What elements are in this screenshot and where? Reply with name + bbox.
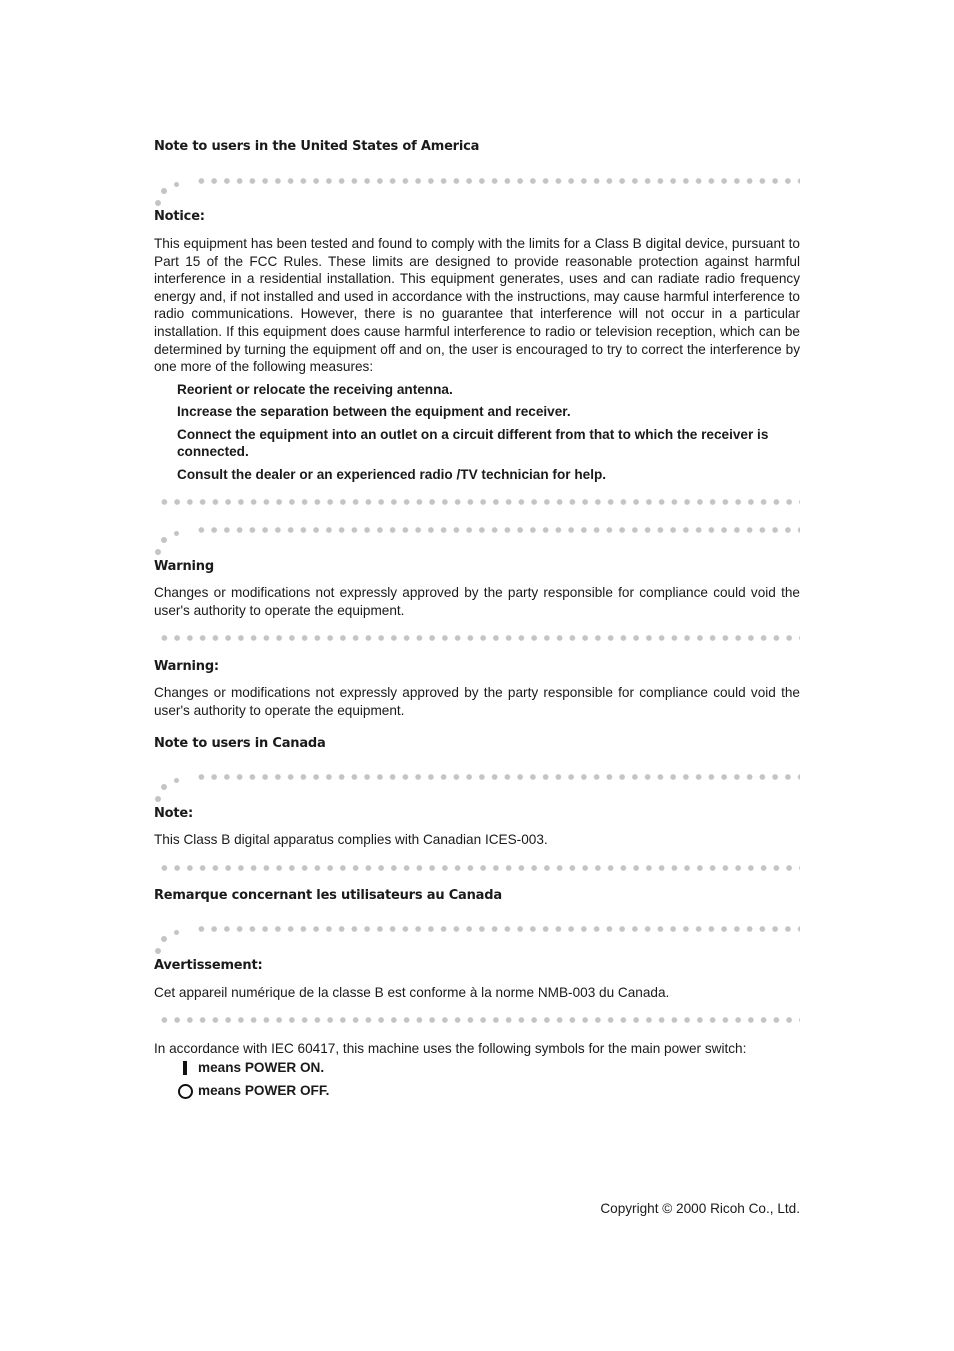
warning-text: Changes or modifications not expressly approved by the party responsible for compliance could void the user's authority to operate the equipment.: [154, 585, 800, 618]
corner-dot: [161, 784, 167, 790]
corner-dot: [161, 936, 167, 942]
measure-item: Increase the separation between the equipment and receiver.: [177, 404, 571, 419]
note-label: Note:: [154, 806, 194, 821]
corner-dot: [174, 930, 179, 935]
dotted-divider: [158, 864, 800, 872]
power-on-text: means POWER ON.: [198, 1060, 325, 1075]
notice-label: Notice:: [154, 209, 205, 224]
us-section-title: Note to users in the United States of America: [154, 139, 480, 154]
power-off-text: means POWER OFF.: [198, 1083, 330, 1098]
dotted-divider: [158, 1016, 800, 1024]
power-off-circle-icon: [178, 1084, 193, 1099]
corner-dot: [155, 549, 161, 555]
corner-dot: [155, 200, 161, 206]
canada-section-title: Note to users in Canada: [154, 736, 326, 751]
measure-item: Reorient or relocate the receiving antenna.: [177, 382, 453, 397]
dotted-divider: [158, 634, 800, 642]
warning-label: Warning: [154, 559, 214, 574]
notice-text: This equipment has been tested and found to comply with the limits for a Class B digital device, pursuant to Part 15 of the FCC Rules. These limits are designed to provide reasonable protection against harmful interference in a residential installation. This equipment generates, uses and can radiate radio frequency energy and, if not installed and used in accordance with the instructions, may cause harmful interference to radio communications. However, there is no guarantee that interference will not occur in a particular installation. If this equipment does cause harmful interference to radio or television reception, which can be determined by turning the equipment off and on, the user is encouraged to try to correct the interference by one more of the following measures:: [154, 236, 800, 375]
power-on-bar-icon: [183, 1061, 187, 1075]
canada-fr-section-title: Remarque concernant les utilisateurs au Canada: [154, 888, 502, 903]
warning-label: Warning:: [154, 659, 219, 674]
corner-dot: [174, 531, 179, 536]
power-on-row: [177, 1060, 324, 1075]
warning-text: Changes or modifications not expressly approved by the party responsible for compliance could void the user's authority to operate the equipment.: [154, 685, 800, 718]
corner-dot: [161, 188, 167, 194]
corner-dot: [174, 778, 179, 783]
dotted-divider: [195, 177, 800, 185]
corner-dot: [155, 796, 161, 802]
power-off-row: [177, 1083, 329, 1099]
dotted-divider: [195, 526, 800, 534]
copyright: Copyright © 2000 Ricoh Co., Ltd.: [600, 1201, 800, 1216]
dotted-divider: [195, 925, 800, 933]
corner-dot: [174, 182, 179, 187]
avertissement-text: Cet appareil numérique de la classe B est conforme à la norme NMB-003 du Canada.: [154, 985, 670, 1000]
measure-item: Connect the equipment into an outlet on a circuit different from that to which the receiver is connected.: [177, 427, 769, 459]
measure-item: Consult the dealer or an experienced radio /TV technician for help.: [177, 467, 607, 482]
dotted-divider: [195, 773, 800, 781]
note-text: This Class B digital apparatus complies with Canadian ICES-003.: [154, 832, 548, 847]
avertissement-label: Avertissement:: [154, 958, 263, 973]
dotted-divider: [158, 498, 800, 506]
corner-dot: [161, 537, 167, 543]
corner-dot: [155, 948, 161, 954]
iec-intro: In accordance with IEC 60417, this machine uses the following symbols for the main power switch:: [154, 1041, 747, 1056]
